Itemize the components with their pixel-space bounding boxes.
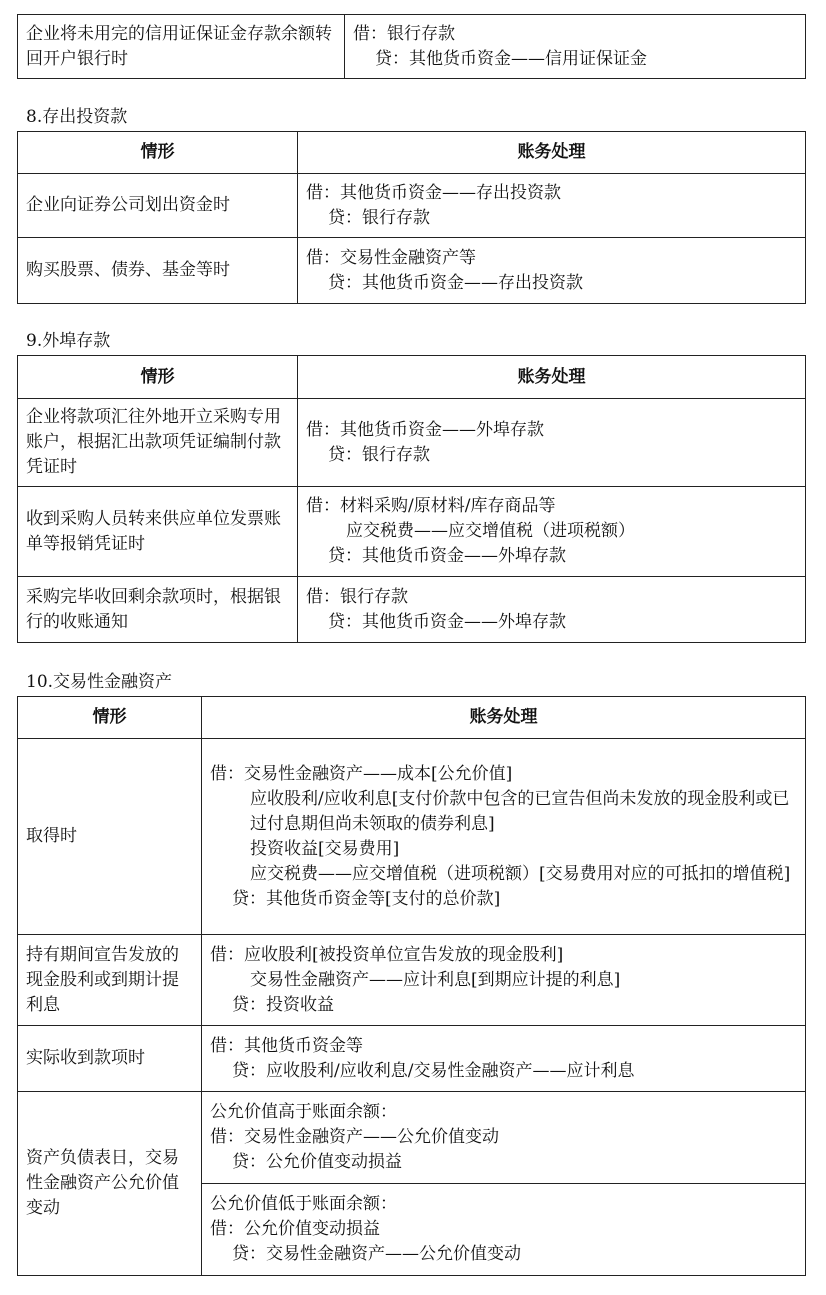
- entry-line: 借：其他货币资金——存出投资款: [306, 182, 561, 203]
- scenario-cell: 实际收到款项时: [18, 1026, 202, 1092]
- table-header-row: [18, 132, 806, 174]
- table-header-row: [18, 697, 806, 739]
- entry-line: 借：应收股利[被投资单位宣告发放的现金股利]: [210, 944, 564, 965]
- entry-cell: [345, 15, 806, 79]
- entry-cell: [298, 577, 806, 643]
- entry-cell: [202, 739, 806, 935]
- entry-line: 贷：其他货币资金——外埠存款: [328, 611, 566, 632]
- entry-line: 贷：银行存款: [328, 444, 430, 465]
- table-row: [18, 577, 806, 643]
- scenario-cell: 持有期间宣告发放的现金股利或到期计提利息: [18, 935, 202, 1026]
- scenario-cell: 资产负债表日，交易性金融资产公允价值变动: [18, 1092, 202, 1276]
- column-header: 账务处理: [298, 356, 806, 399]
- entry-line: 贷：其他货币资金——外埠存款: [328, 546, 566, 566]
- entry-line: 借：公允价值变动损益: [210, 1219, 380, 1239]
- table-row: [18, 935, 806, 1026]
- entry-line: 贷：其他货币资金——存出投资款: [328, 272, 583, 293]
- table-row: [18, 238, 806, 304]
- entry-line: 借：银行存款: [306, 586, 408, 607]
- entry-line: 公允价值低于账面余额：: [210, 1194, 397, 1214]
- credit-guarantee-table: [17, 14, 806, 79]
- entry-line: 贷：交易性金融资产——公允价值变动: [232, 1244, 521, 1264]
- entry-line: 投资收益[交易费用]: [250, 838, 400, 859]
- entry-cell: [298, 399, 806, 487]
- entry-cell: [298, 487, 806, 577]
- entry-cell: [298, 174, 806, 238]
- entry-line: 交易性金融资产——应计利息[到期应计提的利息]: [250, 969, 621, 990]
- column-header: 情形: [18, 356, 298, 399]
- entry-line: 借：银行存款: [353, 23, 455, 44]
- table-row: [18, 174, 806, 238]
- scenario-cell: 收到采购人员转来供应单位发票账单等报销凭证时: [18, 487, 298, 577]
- scenario-cell: 企业向证券公司划出资金时: [18, 174, 298, 238]
- entry-line: 应收股利/应收利息[支付价款中包含的已宣告但尚未发放的现金股利或已过付息期但尚未领取的债券利息]: [250, 788, 790, 834]
- entry-line: 借：材料采购/原材料/库存商品等: [306, 496, 556, 516]
- scenario-cell: 购买股票、债券、基金等时: [18, 238, 298, 304]
- entry-line: 贷：其他货币资金等[支付的总价款]: [232, 888, 501, 909]
- entry-line: 贷：其他货币资金——信用证保证金: [375, 48, 647, 69]
- scenario-cell: 取得时: [18, 739, 202, 935]
- entry-line: 借：交易性金融资产等: [306, 247, 476, 268]
- entry-line: 借：交易性金融资产——公允价值变动: [210, 1127, 499, 1147]
- entry-cell: [298, 238, 806, 304]
- column-header: 情形: [18, 132, 298, 174]
- entry-cell: [202, 1092, 806, 1184]
- table-row: [18, 15, 806, 79]
- entry-line: 贷：银行存款: [328, 207, 430, 228]
- entry-line: 贷：投资收益: [232, 994, 334, 1015]
- section-title: 9.外埠存款: [26, 331, 111, 351]
- scenario-cell: 企业将未用完的信用证保证金存款余额转回开户银行时: [18, 15, 345, 79]
- out-of-town-deposit-table: [17, 355, 806, 643]
- entry-cell: [202, 1026, 806, 1092]
- investment-deposit-table: [17, 131, 806, 304]
- entry-line: 借：其他货币资金——外埠存款: [306, 419, 544, 440]
- section-title: 8.存出投资款: [26, 107, 128, 127]
- table-row: [18, 1092, 806, 1184]
- section-title: 10.交易性金融资产: [26, 672, 173, 692]
- table-header-row: [18, 356, 806, 399]
- column-header: 账务处理: [202, 697, 806, 739]
- entry-line: 贷：应收股利/应收利息/交易性金融资产——应计利息: [232, 1060, 635, 1081]
- entry-line: 借：其他货币资金等: [210, 1035, 363, 1056]
- entry-line: 应交税费——应交增值税（进项税额）[交易费用对应的可抵扣的增值税]: [250, 863, 791, 884]
- entry-line: 公允价值高于账面余额：: [210, 1102, 397, 1122]
- table-row: [18, 487, 806, 577]
- scenario-cell: 采购完毕收回剩余款项时，根据银行的收账通知: [18, 577, 298, 643]
- entry-cell: [202, 935, 806, 1026]
- entry-cell: [202, 1184, 806, 1276]
- entry-line: 贷：公允价值变动损益: [232, 1152, 402, 1172]
- table-row: [18, 1026, 806, 1092]
- trading-financial-assets-table: [17, 696, 806, 1276]
- table-row: [18, 399, 806, 487]
- column-header: 账务处理: [298, 132, 806, 174]
- entry-line: 应交税费——应交增值税（进项税额）: [346, 521, 635, 541]
- table-row: [18, 739, 806, 935]
- entry-line: 借：交易性金融资产——成本[公允价值]: [210, 763, 513, 784]
- column-header: 情形: [18, 697, 202, 739]
- scenario-cell: 企业将款项汇往外地开立采购专用账户，根据汇出款项凭证编制付款凭证时: [18, 399, 298, 487]
